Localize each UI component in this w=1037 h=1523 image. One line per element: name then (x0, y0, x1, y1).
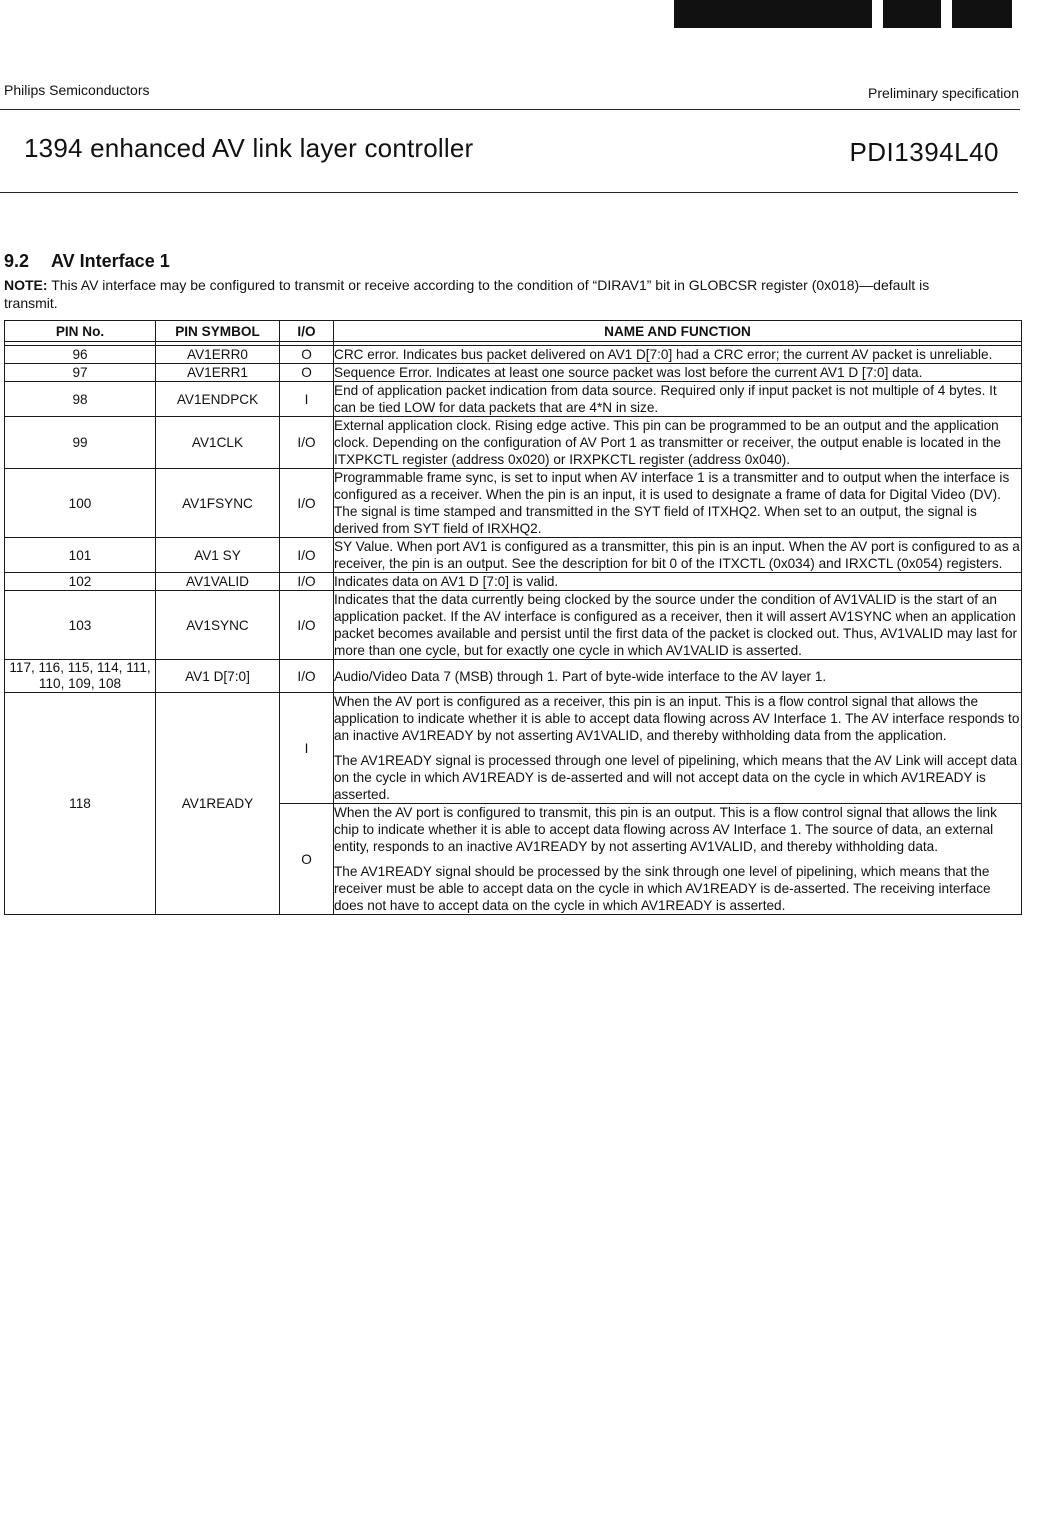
pin-function: Programmable frame sync, is set to input when AV interface 1 is a transmitter and to output when the interface is configured as a receiver. When the pin is an input, it is used to designate a frame of data for Digital Video (DV). The signal is time stamped and transmitted in the SYT field of ITXHQ2. When set to an output, the signal is derived from SYT field of IRXHQ2. (334, 469, 1022, 538)
pin-function: External application clock. Rising edge active. This pin can be programmed to be an output and the application clock. Depending on the configuration of AV Port 1 as transmitter or receiver, the output enable is located in the ITXPKCTL register (address 0x020) or IRXPKCTL register (address 0x040). (334, 417, 1022, 469)
pin-number: 118 (5, 693, 156, 915)
function-paragraph: The AV1READY signal should be processed by the sink through one level of pipelining, which means that the receiver must be able to accept data on the cycle in which AV1READY is de-asserted. The receiving interface does not have to accept data on the cycle in which AV1READY is asserted. (334, 864, 991, 913)
table-row (5, 346, 1022, 364)
pin-io: I/O (280, 660, 334, 693)
registration-mark (883, 0, 941, 28)
part-number: PDI1394L40 (849, 137, 999, 167)
pin-number: 100 (5, 469, 156, 538)
pin-symbol: AV1ENDPCK (156, 382, 280, 417)
pin-symbol: AV1 D[7:0] (156, 660, 280, 693)
pin-function: SY Value. When port AV1 is configured as a transmitter, this pin is an input. When the AV port is configured to as a receiver, the pin is an output. See the description for bit 0 of the ITXCTL (0x034) and IRXCTL (0x054) registers. (334, 539, 1020, 571)
header-pin-no: PIN No. (5, 321, 156, 342)
pin-number: 103 (5, 591, 156, 660)
header-rule (0, 109, 1020, 110)
registration-mark (952, 0, 1012, 28)
table-row (5, 693, 1022, 804)
pin-io: I/O (280, 538, 334, 573)
registration-mark (674, 0, 872, 28)
pin-io: I/O (280, 417, 334, 469)
header-io: I/O (280, 321, 334, 342)
pin-io: O (280, 364, 334, 382)
pin-function: End of application packet indication from data source. Required only if input packet is not multiple of 4 bytes. It can be tied LOW for data packets that are 4*N in size. (334, 382, 1022, 417)
pin-io: I/O (280, 469, 334, 538)
table-row (5, 573, 1022, 591)
pin-function: Indicates data on AV1 D [7:0] is valid. (334, 573, 1022, 591)
function-paragraph: When the AV port is configured to transmit, this pin is an output. This is a flow control signal that allows the link chip to indicate whether it is able to accept data flowing across AV Interface 1. The source of data, an external entity, responds to an inactive AV1READY by not asserting AV1VALID, and thereby withholding data. (334, 805, 997, 854)
pin-io: I/O (280, 591, 334, 660)
pin-symbol: AV1READY (156, 693, 280, 915)
table-row (5, 382, 1022, 417)
section-number: 9.2 (4, 251, 30, 271)
pin-number: 102 (5, 573, 156, 591)
header-pin-symbol: PIN SYMBOL (156, 321, 280, 342)
pin-number: 101 (5, 538, 156, 573)
pin-number: 98 (5, 382, 156, 417)
pin-symbol: AV1SYNC (156, 591, 280, 660)
pin-io: O (280, 346, 334, 364)
pin-function-output (334, 804, 1022, 915)
pin-symbol: AV1VALID (156, 573, 280, 591)
note-label: NOTE: (4, 277, 48, 293)
pin-number: 117, 116, 115, 114, 111, 110, 109, 108 (5, 660, 156, 693)
table-row (5, 660, 1022, 693)
table-row (5, 591, 1022, 660)
pin-io-input: I (280, 693, 334, 804)
section-title: AV Interface 1 (51, 251, 170, 271)
pin-symbol: AV1ERR1 (156, 364, 280, 382)
table-row (5, 364, 1022, 382)
pin-table (4, 320, 1022, 915)
document-status: Preliminary specification (868, 85, 1019, 101)
pin-io: I (280, 382, 334, 417)
title-rule (0, 192, 1018, 193)
pin-symbol: AV1FSYNC (156, 469, 280, 538)
table-row (5, 538, 1022, 573)
pin-function: CRC error. Indicates bus packet delivered on AV1 D[7:0] had a CRC error; the current AV packet is unreliable. (334, 346, 1022, 364)
pin-number: 97 (5, 364, 156, 382)
section-heading (4, 251, 170, 272)
company-name: Philips Semiconductors (4, 82, 150, 98)
table-row (5, 469, 1022, 538)
pin-function: Audio/Video Data 7 (MSB) through 1. Part of byte-wide interface to the AV layer 1. (334, 660, 1022, 693)
pin-symbol: AV1ERR0 (156, 346, 280, 364)
pin-function-input (334, 693, 1022, 804)
pin-number: 99 (5, 417, 156, 469)
function-paragraph: When the AV port is configured as a receiver, this pin is an input. This is a flow control signal that allows the application to indicate whether it is able to accept data flowing across AV Interface 1. The AV interface responds to an inactive AV1READY by not asserting AV1VALID, and thereby withholding data from the application. (334, 694, 1020, 743)
document-title: 1394 enhanced AV link layer controller (24, 133, 474, 163)
function-paragraph: The AV1READY signal is processed through one level of pipelining, which means that the AV Link will accept data on the cycle in which AV1READY is de-asserted and will not accept data on the cycle in which AV1READY is asserted. (334, 753, 1018, 802)
pin-number: 96 (5, 346, 156, 364)
section-note (4, 276, 934, 312)
pin-io-output: O (280, 804, 334, 915)
pin-io: I/O (280, 573, 334, 591)
pin-symbol: AV1CLK (156, 417, 280, 469)
pin-function: Sequence Error. Indicates at least one source packet was lost before the current AV1 D [7:0] data. (334, 364, 1022, 382)
table-header-row (5, 321, 1022, 342)
pin-function: Indicates that the data currently being clocked by the source under the condition of AV1VALID is the start of an application packet. If the AV interface is configured as a receiver, then it will assert AV1SYNC when an application packet becomes available and persist until the first data of the packet is clocked out. Thus, AV1VALID may last for more than one cycle, but for exactly one cycle in which AV1VALID is asserted. (334, 591, 1022, 660)
note-text: This AV interface may be configured to transmit or receive according to the condition of “DIRAV1” bit in GLOBCSR register (0x018)—default is transmit. (4, 277, 930, 311)
header-name-function: NAME AND FUNCTION (334, 321, 1022, 342)
pin-symbol: AV1 SY (156, 538, 280, 573)
table-row (5, 417, 1022, 469)
